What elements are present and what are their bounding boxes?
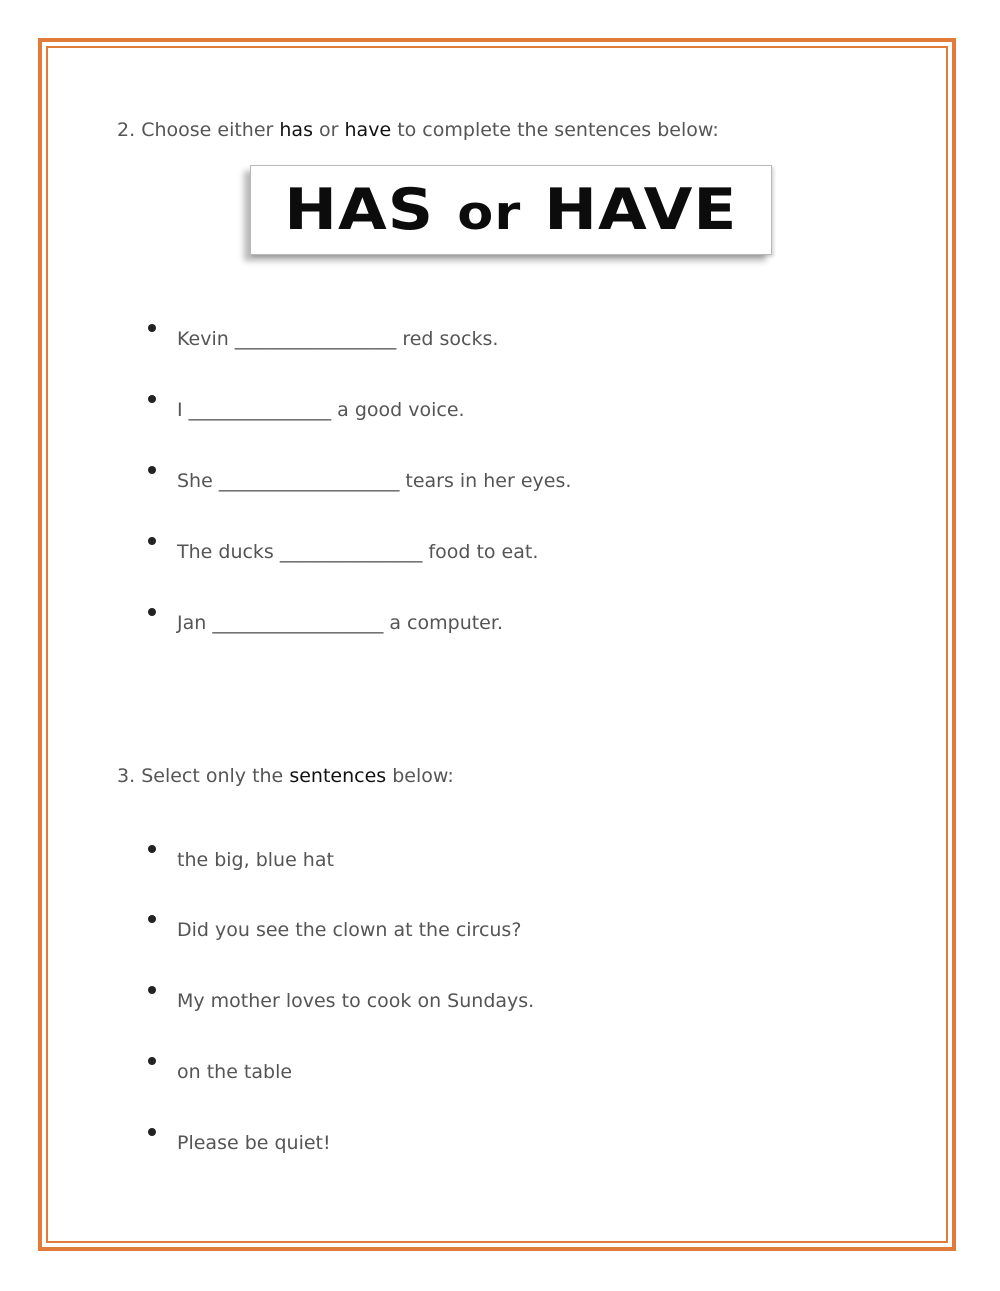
question-3-heading — [117, 765, 454, 787]
question-3-text-after: below: — [392, 765, 454, 787]
question-3-number: 3. — [117, 765, 136, 787]
question-3-text-before: Select only the — [141, 765, 284, 787]
keyword-sentences: sentences — [289, 765, 387, 787]
keyword-has: has — [279, 119, 313, 141]
banner-word-or: or — [457, 185, 522, 241]
bullet-icon — [148, 1057, 156, 1065]
question-2-text-before: Choose either — [141, 119, 274, 141]
sentence-text: I _______________ a good voice. — [177, 399, 465, 421]
option-text: the big, blue hat — [177, 849, 334, 871]
sentence-text: Kevin _________________ red socks. — [177, 328, 499, 350]
option-text: Did you see the clown at the circus? — [177, 919, 522, 941]
has-or-have-banner-image — [250, 165, 772, 255]
question-2-heading — [117, 119, 719, 141]
keyword-have: have — [344, 119, 392, 141]
question-2-number: 2. — [117, 119, 136, 141]
bullet-icon — [148, 608, 156, 616]
bullet-icon — [148, 845, 156, 853]
bullet-icon — [148, 466, 156, 474]
option-text: Please be quiet! — [177, 1132, 331, 1154]
sentence-text: Jan __________________ a computer. — [177, 612, 503, 634]
bullet-icon — [148, 395, 156, 403]
bullet-icon — [148, 324, 156, 332]
banner-word-have: HAVE — [544, 176, 738, 244]
option-text: on the table — [177, 1061, 293, 1083]
banner-word-has: HAS — [284, 176, 435, 244]
sentence-text: The ducks _______________ food to eat. — [177, 541, 539, 563]
option-text: My mother loves to cook on Sundays. — [177, 990, 535, 1012]
question-2-text-mid: or — [319, 119, 339, 141]
sentence-text: She ___________________ tears in her eyes. — [177, 470, 572, 492]
bullet-icon — [148, 1128, 156, 1136]
banner-text — [284, 177, 737, 244]
bullet-icon — [148, 915, 156, 923]
question-2-text-after: to complete the sentences below: — [397, 119, 719, 141]
bullet-icon — [148, 537, 156, 545]
bullet-icon — [148, 986, 156, 994]
